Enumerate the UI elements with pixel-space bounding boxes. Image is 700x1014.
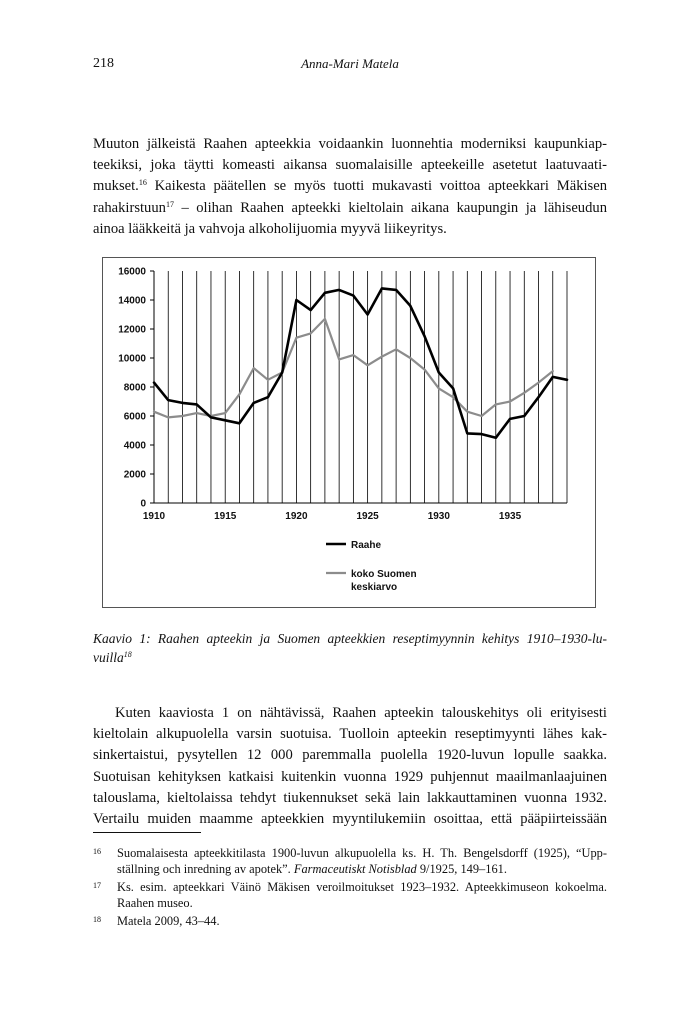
text-run: mukset. xyxy=(93,178,139,195)
footnote-ref-17[interactable]: 17 xyxy=(165,199,174,209)
y-tick-label: 4000 xyxy=(123,440,146,452)
caption-line xyxy=(93,648,607,667)
paragraph-line: ainoa lääkkeitä ja vahvoja alkoholijuomia myyvä liikeyritys. xyxy=(93,220,447,237)
page-number: 218 xyxy=(93,56,114,71)
footnote-line xyxy=(117,861,607,877)
footnote-divider xyxy=(93,832,201,833)
footnote-line: Matela 2009, 43–44. xyxy=(117,913,220,928)
paragraph-line: Suotuisan kehityksen katkaisi kuitenkin vuonna 1929 puhjennut maailmanlaajuinen xyxy=(93,768,607,785)
journal-title: Farmaceutiskt Notisblad xyxy=(293,862,417,877)
figure-caption xyxy=(93,629,607,667)
footnote-number: 17 xyxy=(93,880,101,890)
paragraph-line xyxy=(93,176,607,197)
footnote-line: Ks. esim. apteekkari Väinö Mäkisen veroilmoitukset 1923–1932. Apteekkimuseon kokoelma. xyxy=(117,879,607,894)
chart-figure xyxy=(102,257,596,608)
y-tick-label: 0 xyxy=(140,498,146,510)
y-tick-label: 6000 xyxy=(123,411,146,423)
footnote-line: Raahen museo. xyxy=(117,896,193,911)
paragraph-line: kieltolain alkupuolella varsin suotuisa. Tuolloin apteekin reseptimyynti lähes kak- xyxy=(93,726,607,743)
chart-frame xyxy=(103,258,596,608)
paragraph-line: Kuten kaaviosta 1 on nähtävissä, Raahen apteekin talouskehitys oli erityisesti xyxy=(115,705,607,721)
text-run: vuilla xyxy=(93,650,124,665)
text-run: 9/1925, 149–161. xyxy=(416,862,507,877)
footnote-16 xyxy=(93,845,607,878)
x-tick-label: 1925 xyxy=(356,511,379,522)
x-tick-label: 1930 xyxy=(427,511,450,522)
running-title: Anna-Mari Matela xyxy=(301,56,399,71)
text-run: – olihan Raahen apteekki kieltolain aikana kaupungin ja lähiseudun xyxy=(173,199,607,216)
footnote-ref-18[interactable]: 18 xyxy=(123,650,132,659)
footnotes xyxy=(93,845,607,930)
body-paragraph-2 xyxy=(93,703,607,830)
footnote-18 xyxy=(93,913,607,929)
x-tick-label: 1915 xyxy=(214,511,237,522)
footnote-number: 18 xyxy=(93,914,101,924)
text-run: Kaikesta päätellen se myös tuotti mukavasti voittoa apteekkari Mäkisen xyxy=(146,178,607,195)
paragraph-line xyxy=(93,198,607,219)
x-tick-label: 1935 xyxy=(498,511,522,522)
footnote-line: Suomalaisesta apteekkitilasta 1900-luvun alkupuolella ks. H. Th. Bengelsdorff (1925), “Upp- xyxy=(117,846,607,860)
body-paragraph-1 xyxy=(93,134,607,240)
paragraph-line: Muuton jälkeistä Raahen apteekkia voidaankin luonnehtia moderniksi kaupunkiap- xyxy=(93,136,607,152)
y-tick-label: 16000 xyxy=(118,266,146,278)
footnote-number: 16 xyxy=(93,847,101,856)
line-chart xyxy=(102,257,596,608)
paragraph-line: Vertailu muiden maamme apteekkien myyntilukemiin osoittaa, että pääpiirteissään xyxy=(93,811,607,828)
paragraph-line: teekiksi, joka täytti komeasti aikansa suomalaisille apteekeille asetetut laatuvaati- xyxy=(93,157,607,174)
paragraph-line: talouslama, kieltolaissa tehdyt tiukennukset sekä lain lakkauttaminen vuonna 1932. xyxy=(93,789,607,806)
y-tick-label: 10000 xyxy=(118,353,146,365)
x-tick-label: 1910 xyxy=(142,511,166,522)
legend-label-koko-line1: koko Suomen xyxy=(351,569,417,580)
text-run: rahakirstuun xyxy=(93,199,166,216)
paragraph-line: sinkertaistui, pysytellen 12 000 paremmalla puolella 1920-luvun lopulle saakka. xyxy=(93,747,607,764)
text-run: ställning och inredning av apotek”. xyxy=(117,862,294,877)
y-tick-label: 2000 xyxy=(123,469,146,481)
y-tick-label: 12000 xyxy=(118,324,146,336)
y-tick-label: 8000 xyxy=(123,382,146,394)
footnote-ref-16[interactable]: 16 xyxy=(138,178,147,188)
y-tick-label: 14000 xyxy=(118,295,146,307)
footnote-17 xyxy=(93,879,607,912)
caption-line: Kaavio 1: Raahen apteekin ja Suomen apteekkien reseptimyynnin kehitys 1910–1930-lu- xyxy=(93,631,607,646)
legend-label-raahe: Raahe xyxy=(351,540,382,551)
page-header xyxy=(93,56,607,76)
legend-label-koko-line2: keskiarvo xyxy=(351,582,398,593)
x-tick-label: 1920 xyxy=(285,511,308,522)
